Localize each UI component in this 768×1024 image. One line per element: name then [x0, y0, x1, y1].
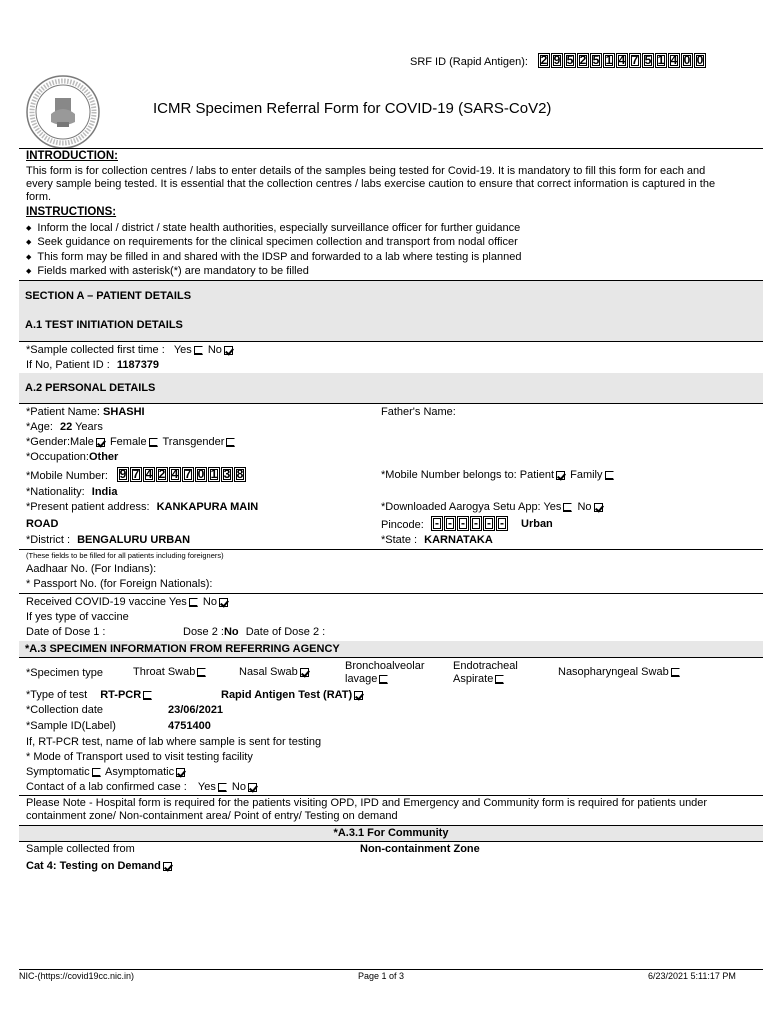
mobile-family-checkbox[interactable]: [605, 471, 614, 480]
symptomatic-label: Symptomatic: [26, 766, 90, 778]
patient-name-value: SHASHI: [103, 406, 145, 418]
divider: [19, 657, 763, 658]
broncho-checkbox[interactable]: [379, 675, 388, 684]
divider: [19, 795, 763, 796]
form-title: ICMR Specimen Referral Form for COVID-19 (SARS-CoV2): [153, 100, 552, 117]
state-label: *State :: [381, 534, 418, 546]
a31-header: *A.3.1 For Community: [19, 826, 763, 841]
mobile-number-boxes: [117, 467, 246, 482]
dose1-label: Date of Dose 1 :: [26, 626, 106, 638]
srf-digit-box: 2: [577, 53, 589, 68]
intro-heading: INTRODUCTION:: [26, 150, 118, 162]
area-value: Urban: [521, 518, 553, 530]
contact-no-checkbox[interactable]: [248, 783, 257, 792]
sample-first-label: *Sample collected first time :: [26, 344, 165, 356]
vaccine-type-label: If yes type of vaccine: [26, 611, 129, 623]
state-value: KARNATAKA: [424, 534, 493, 546]
pincode-label: Pincode:: [381, 519, 424, 531]
age-unit: Years: [75, 421, 103, 433]
district-value: BENGALURU URBAN: [77, 534, 191, 546]
mobile-digit-box: 1: [208, 467, 220, 482]
sample-id-label: *Sample ID(Label): [26, 720, 116, 732]
pincode-digit-box: -: [470, 516, 482, 531]
divider: [19, 148, 763, 149]
mobile-family-label: Family: [570, 469, 603, 481]
mobile-digit-box: 7: [182, 467, 194, 482]
footer-left: NIC-(https://covid19cc.nic.in): [19, 971, 135, 981]
address-label: *Present patient address:: [26, 501, 150, 513]
patient-id-value: 1187379: [116, 359, 160, 371]
dose2-value: No: [223, 626, 239, 638]
srf-digit-box: 0: [694, 53, 706, 68]
a2-header: A.2 PERSONAL DETAILS: [19, 373, 763, 403]
lab-name-label: If, RT-PCR test, name of lab where sample is sent for testing: [26, 736, 322, 748]
address-row: [26, 501, 258, 513]
gender-transgender-checkbox[interactable]: [226, 438, 235, 447]
category-checkbox[interactable]: [163, 862, 172, 871]
throat-swab-row: [133, 666, 208, 678]
intro-text: This form is for collection centres / labs to enter details of the samples being tested for Covid-19. It is mandatory to fill this form for each and every sample being tested. It is essential that the collection centres / labs exercise caution to ensure that correct information is captured in the form.: [26, 165, 716, 203]
mobile-digit-box: 4: [169, 467, 181, 482]
nationality-row: [26, 486, 117, 498]
mobile-digit-box: 2: [156, 467, 168, 482]
endo-row: [453, 660, 518, 686]
rat-checkbox[interactable]: [354, 691, 363, 700]
instruction-item: ◆ Fields marked with asterisk(*) are mandatory to be filled: [26, 265, 309, 277]
gender-female-label: Female: [109, 436, 147, 448]
srf-digit-box: 7: [629, 53, 641, 68]
broncho-label-line2: lavage: [345, 673, 378, 685]
a3-header: *A.3 SPECIMEN INFORMATION FROM REFERRING AGENCY: [19, 641, 763, 657]
hospital-note: Please Note - Hospital form is required for the patients visiting OPD, IPD and Emergency and Community form is required for patients under containment zone/ Non-containment area/ Point of entry/ Testing on demand: [26, 797, 708, 822]
mobile-belongs-label: *Mobile Number belongs to: Patient: [381, 469, 555, 481]
district-row: [26, 534, 190, 546]
mobile-digit-box: 4: [143, 467, 155, 482]
footer-divider: [19, 969, 763, 970]
srf-digit-box: 4: [668, 53, 680, 68]
endo-label-line2: Aspirate: [453, 673, 494, 685]
district-label: *District :: [26, 534, 70, 546]
father-name-label: Father's Name:: [381, 406, 456, 418]
gender-female-checkbox[interactable]: [149, 438, 158, 447]
mobile-digit-box: 3: [221, 467, 233, 482]
vaccine-no-checkbox[interactable]: [219, 598, 228, 607]
gender-male-checkbox[interactable]: [96, 438, 105, 447]
pincode-digit-box: -: [496, 516, 508, 531]
age-value: 22: [59, 421, 73, 433]
category-label: Cat 4: Testing on Demand: [26, 860, 161, 872]
divider: [19, 549, 763, 550]
srf-digit-box: 1: [655, 53, 667, 68]
aarogya-yes-checkbox[interactable]: [563, 503, 572, 512]
mobile-digit-box: 0: [195, 467, 207, 482]
address-line1: KANKAPURA MAIN: [156, 501, 259, 513]
mobile-belongs-row: [381, 469, 616, 481]
srf-digit-box: 2: [538, 53, 550, 68]
pincode-digit-box: -: [457, 516, 469, 531]
srf-id-label: SRF ID (Rapid Antigen):: [410, 56, 528, 68]
age-row: [26, 421, 103, 433]
nasal-swab-row: [239, 666, 311, 678]
sample-id-value: 4751400: [168, 720, 211, 732]
srf-digit-box: 4: [616, 53, 628, 68]
symptom-row: [26, 766, 187, 778]
occupation-value: Other: [88, 451, 119, 463]
vaccine-row: [26, 596, 230, 608]
nationality-label: *Nationality:: [26, 486, 85, 498]
instruction-item: ◆ Inform the local / district / state health authorities, especially surveillance officer for further guidance: [26, 222, 520, 234]
broncho-row: [345, 660, 425, 686]
aadhaar-label: Aadhaar No. (For Indians):: [26, 563, 157, 575]
rtpcr-checkbox[interactable]: [143, 691, 152, 700]
patient-name-row: [26, 406, 145, 418]
age-label: *Age:: [26, 421, 53, 433]
broncho-label-line1: Bronchoalveolar: [345, 660, 425, 672]
nasal-swab-label: Nasal Swab: [239, 666, 298, 678]
gender-row: [26, 436, 237, 448]
naso-row: [558, 666, 682, 678]
contact-yes-label: Yes: [197, 781, 216, 793]
asymptomatic-checkbox[interactable]: [176, 768, 185, 777]
contact-row: [26, 781, 259, 793]
gender-label: *Gender:: [26, 436, 71, 448]
instruction-item: ◆ This form may be filled in and shared with the IDSP and forwarded to a lab where testing is planned: [26, 251, 521, 263]
occupation-label: *Occupation:: [26, 451, 89, 463]
test-type-label: *Type of test: [26, 689, 88, 701]
asymptomatic-label: Asymptomatic: [105, 766, 175, 778]
symptomatic-checkbox[interactable]: [92, 768, 101, 777]
test-type-row: [26, 689, 154, 701]
yes-label: Yes: [173, 344, 192, 356]
patient-name-label: *Patient Name:: [26, 406, 100, 418]
aarogya-label: *Downloaded Aarogya Setu App: Yes: [381, 501, 562, 513]
state-row: [381, 534, 493, 546]
pincode-boxes: [431, 516, 508, 531]
icmr-logo: [25, 74, 101, 150]
instruction-item: ◆ Seek guidance on requirements for the clinical specimen collection and transport from nodal officer: [26, 236, 518, 248]
section-a-header: SECTION A – PATIENT DETAILS: [19, 281, 763, 311]
aarogya-no-checkbox[interactable]: [594, 503, 603, 512]
a1-header: A.1 TEST INITIATION DETAILS: [19, 311, 763, 341]
srf-digit-box: 5: [642, 53, 654, 68]
srf-digit-box: 9: [551, 53, 563, 68]
dose2-label: Dose 2 :: [183, 626, 224, 638]
vaccine-label: Received COVID-19 vaccine Yes: [26, 596, 187, 608]
rat-row: [221, 689, 365, 701]
endo-checkbox[interactable]: [495, 675, 504, 684]
instructions-heading: INSTRUCTIONS:: [26, 206, 117, 218]
pincode-digit-box: -: [431, 516, 443, 531]
rat-label: Rapid Antigen Test (RAT): [221, 689, 353, 701]
gender-transgender-label: Transgender: [162, 436, 225, 448]
foreigner-note: (These fields to be filled for all patients including foreigners): [26, 551, 224, 560]
divider: [19, 341, 763, 342]
mobile-digit-box: 9: [117, 467, 129, 482]
specimen-type-label: *Specimen type: [26, 667, 104, 679]
divider: [19, 593, 763, 594]
collected-from-label: Sample collected from: [26, 843, 135, 855]
sample-first-yes-checkbox[interactable]: [194, 346, 203, 355]
footer-page: Page 1 of 3: [358, 971, 405, 981]
patient-id-label: If No, Patient ID :: [26, 359, 110, 371]
sample-first-row: [26, 344, 235, 356]
gender-male-label: Male: [70, 436, 94, 448]
aarogya-no-label: No: [577, 501, 592, 513]
pincode-digit-box: -: [483, 516, 495, 531]
pincode-digit-box: -: [444, 516, 456, 531]
nasal-swab-checkbox[interactable]: [300, 668, 309, 677]
srf-id-boxes: [538, 53, 706, 68]
mobile-label: *Mobile Number:: [26, 470, 108, 482]
srf-digit-box: 1: [603, 53, 615, 68]
contact-no-label: No: [231, 781, 246, 793]
rtpcr-label: RT-PCR: [100, 689, 142, 701]
no-label: No: [207, 344, 222, 356]
vaccine-yes-checkbox[interactable]: [189, 598, 198, 607]
contact-yes-checkbox[interactable]: [218, 783, 227, 792]
patient-id-row: [26, 359, 159, 371]
passport-label: * Passport No. (for Foreign Nationals):: [26, 578, 213, 590]
collection-date-value: 23/06/2021: [168, 704, 224, 716]
dose2-date-label: Date of Dose 2 :: [245, 626, 326, 638]
occupation-row: [26, 451, 118, 463]
divider: [19, 841, 763, 842]
divider: [19, 403, 763, 404]
mobile-patient-checkbox[interactable]: [556, 471, 565, 480]
throat-swab-label: Throat Swab: [133, 666, 196, 678]
srf-digit-box: 5: [564, 53, 576, 68]
sample-first-no-checkbox[interactable]: [224, 346, 233, 355]
naso-label: Nasopharyngeal Swab: [558, 666, 669, 678]
address-line2: ROAD: [26, 518, 59, 530]
category-row: [26, 860, 174, 872]
contact-label: Contact of a lab confirmed case :: [26, 781, 187, 793]
collected-from-value: Non-containment Zone: [360, 843, 480, 855]
footer-timestamp: 6/23/2021 5:11:17 PM: [648, 971, 736, 981]
dose2-row: [183, 626, 325, 638]
srf-digit-box: 0: [681, 53, 693, 68]
nationality-value: India: [91, 486, 118, 498]
vaccine-no-label: No: [202, 596, 217, 608]
mobile-digit-box: 8: [234, 467, 246, 482]
aarogya-row: [381, 501, 605, 513]
srf-digit-box: 5: [590, 53, 602, 68]
naso-checkbox[interactable]: [671, 668, 680, 677]
throat-swab-checkbox[interactable]: [197, 668, 206, 677]
endo-label-line1: Endotracheal: [453, 660, 518, 672]
mobile-digit-box: 7: [130, 467, 142, 482]
collection-date-label: *Collection date: [26, 704, 104, 716]
transport-label: * Mode of Transport used to visit testing facility: [26, 751, 253, 763]
